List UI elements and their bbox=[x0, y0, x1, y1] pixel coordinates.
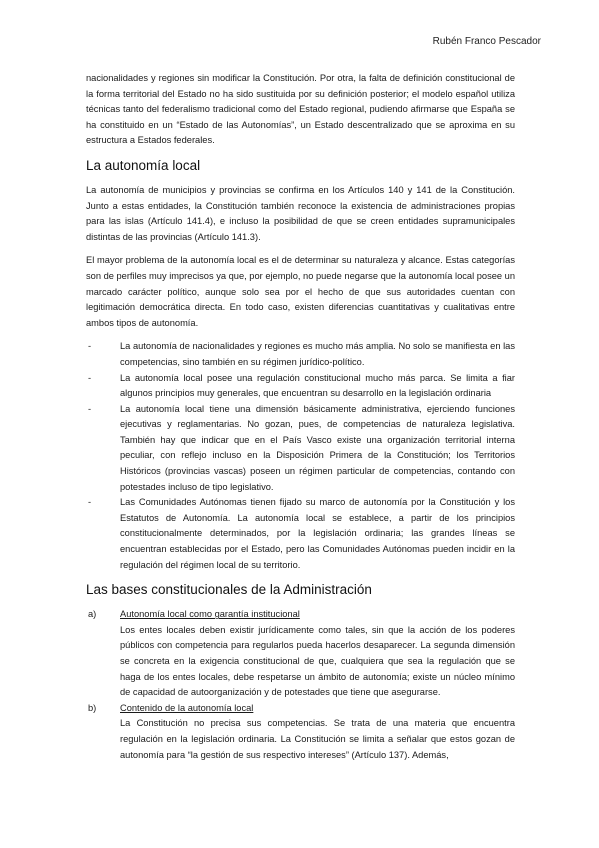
bullet-dash: - bbox=[88, 341, 92, 352]
list-item-title: Autonomía local como garantía institucional bbox=[120, 609, 300, 620]
list-item-text: La autonomía local tiene una dimensión básicamente administrativa, ejerciendo funciones ejecutivas y reglamentarias. No gozan, pues, de competencias de naturaleza legislativa. También hay que indicar que en el País Vasco existe una organización territorial interna peculiar, con reflejo incluso en la Disposición Primera de la Constitución; los Territorios Históricos (provincias vascas) poseen un régimen particular de competencias, contando con potestades incluso de tipo legislativo. bbox=[120, 403, 515, 492]
list-item-text: Los entes locales deben existir jurídicamente como tales, sin que la acción de los poderes públicos con competencia para regularlos pueda hacerlos desaparecer. La segunda dimensión se concreta en la exigencia constitucional de que, cualquiera que sea la regulación que se haga de los entes locales, debe respetarse un ámbito de autonomía; existe un núcleo mínimo de capacidad de autoorganización y de potestades que tiene que asegurarse. bbox=[120, 624, 515, 698]
list-item bbox=[86, 371, 515, 402]
section1-paragraph: La autonomía de municipios y provincias se confirma en los Artículos 140 y 141 de la Constitución. Junto a estas entidades, la Constitución también reconoce la existencia de administraciones propias para las islas (Artículo 141.4), e incluso la posibilidad de que se creen entidades supramunicipales distintas de las provincias (Artículo 141.3). bbox=[86, 184, 515, 242]
list-item-text: La autonomía local posee una regulación constitucional mucho más parca. Se limita a fiar algunos principios muy generales, que encuentran su desarrollo en la legislación ordinaria bbox=[120, 372, 515, 399]
list-item bbox=[86, 495, 515, 573]
list-item-marker: b) bbox=[88, 702, 97, 713]
list-item bbox=[86, 402, 515, 496]
document-body bbox=[86, 71, 515, 763]
section-heading-autonomia-local: La autonomía local bbox=[86, 157, 201, 173]
section1-paragraph: El mayor problema de la autonomía local es el de determinar su naturaleza y alcance. Estas categorías son de perfiles muy imprecisos ya que, por ejemplo, no puede negarse que la autonomía local posee un marcado carácter político, aunque solo sea por el hecho de que sus autoridades cuentan con legitimación democrática directa. En todo caso, existen diferencias cuantitativas y cualitativas entre ambos tipos de autonomía. bbox=[86, 255, 515, 328]
comparison-list bbox=[86, 339, 515, 573]
list-item bbox=[86, 339, 515, 370]
lettered-list bbox=[86, 607, 515, 763]
list-item bbox=[86, 701, 515, 763]
bullet-dash: - bbox=[88, 497, 92, 508]
list-item-marker: a) bbox=[88, 609, 97, 620]
list-item-text: La Constitución no precisa sus competencias. Se trata de una materia que encuentra regulación en la legislación ordinaria. La Constitución se limita a señalar que estos gozan de autonomía para “la gestión de sus respectivo intereses” (Artículo 137). Además, bbox=[120, 718, 515, 760]
bullet-dash: - bbox=[88, 372, 92, 383]
list-item-text: Las Comunidades Autónomas tienen fijado su marco de autonomía por la Constitución y los Estatutos de Autonomía. La autonomía local se establece, a partir de los principios constitucionalmente determinados, por la legislación ordinaria; las grandes líneas se encuentran establecidas por el Estado, pero las Comunidades Autónomas pueden incidir en la regulación del régimen local de su territorio. bbox=[120, 497, 515, 570]
intro-paragraph: nacionalidades y regiones sin modificar la Constitución. Por otra, la falta de definición constitucional de la forma territorial del Estado no ha sido sustituida por su definición posterior; el modelo español utiliza técnicas tanto del federalismo tradicional como del Estado regional, pudiendo afirmarse que España se ha constituido en un “Estado de las Autonomías”, un Estado descentralizado que se aproxima en su estructura a Estados federales. bbox=[86, 73, 515, 146]
list-item-text: La autonomía de nacionalidades y regiones es mucho más amplia. No solo se manifiesta en las competencias, sino también en su régimen jurídico-político. bbox=[120, 341, 515, 367]
page-header-author: Rubén Franco Pescador bbox=[432, 36, 541, 47]
section-heading-bases-constitucionales: Las bases constitucionales de la Administración bbox=[86, 582, 372, 598]
list-item bbox=[86, 607, 515, 701]
list-item-title: Contenido de la autonomía local bbox=[120, 702, 254, 713]
bullet-dash: - bbox=[88, 403, 92, 414]
